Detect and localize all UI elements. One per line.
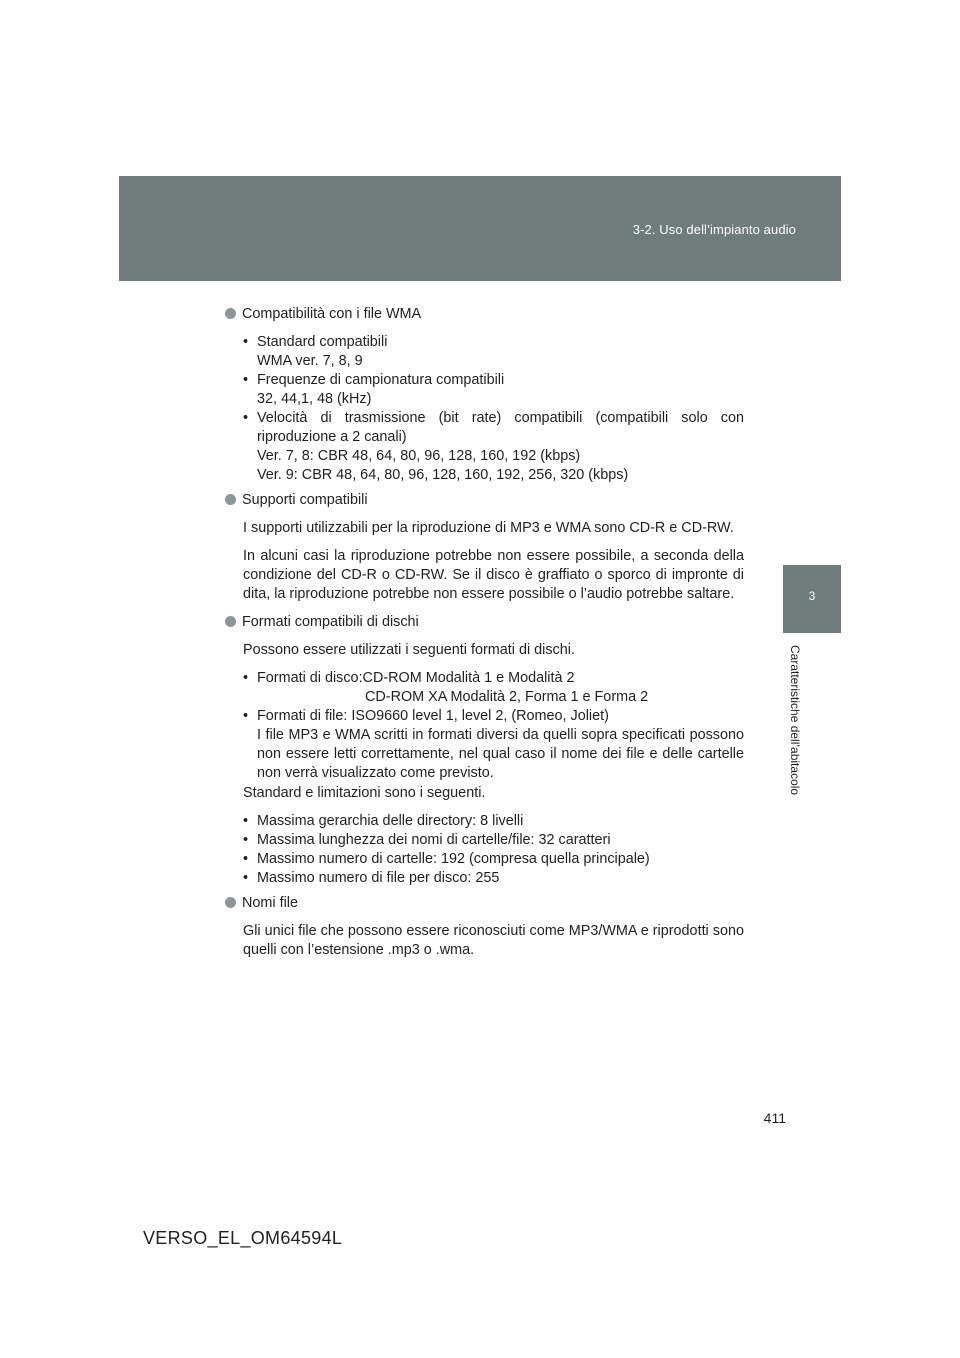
list-item: • Formati di file: ISO9660 level 1, level 2, (Romeo, Joliet) I file MP3 e WMA scritti in formati diversi da quelli sopra specificati possono non essere letti correttamente, nel qual caso il nome dei file e delle cartelle non verrà visualizzato come previsto. — [243, 708, 744, 781]
paragraph: Possono essere utilizzati i seguenti formati di dischi. — [243, 642, 575, 658]
document-code: VERSO_EL_OM64594L — [143, 1228, 343, 1248]
list-item: • Massima gerarchia delle directory: 8 livelli — [243, 813, 524, 829]
page-number: 411 — [763, 1110, 786, 1126]
list-item: • Massima lunghezza dei nomi di cartelle/file: 32 caratteri — [243, 832, 611, 848]
section-title: 3-2. Uso dell’impianto audio — [632, 222, 796, 237]
list-item: • Formati di disco:CD-ROM Modalità 1 e Modalità 2 CD-ROM XA Modalità 2, Forma 1 e Forma 2 — [243, 670, 649, 705]
section-heading-formats: Formati compatibili di dischi — [224, 613, 744, 632]
paragraph: Standard e limitazioni sono i seguenti. — [243, 785, 486, 801]
bullet-dot-icon — [225, 494, 236, 505]
bullet-dot-icon — [225, 897, 236, 908]
limits-list — [243, 812, 744, 888]
list-item: • Massimo numero di file per disco: 255 — [243, 870, 500, 886]
bullet-dot-icon — [225, 308, 236, 319]
section-heading-names: Nomi file — [224, 894, 744, 913]
list-item: • Standard compatibili WMA ver. 7, 8, 9 — [243, 334, 388, 369]
paragraph: Gli unici file che possono essere riconosciuti come MP3/WMA e riprodotti sono quelli con l’estensione .mp3 o .wma. — [243, 923, 744, 958]
formats-list — [243, 669, 744, 783]
chapter-tab — [783, 565, 841, 633]
wma-list — [243, 333, 744, 485]
section-heading-media: Supporti compatibili — [224, 491, 744, 510]
paragraph: In alcuni casi la riproduzione potrebbe non essere possibile, a seconda della condizione del CD-R o CD-RW. Se il disco è graffiato o sporco di impronte di dita, la riproduzione potrebbe non essere possibile o l’audio potrebbe saltare. — [243, 548, 744, 602]
list-item: • Velocità di trasmissione (bit rate) compatibili (compatibili solo con riproduzione a 2 canali) Ver. 7, 8: CBR 48, 64, 80, 96, 128, 160, 192 (kbps) Ver. 9: CBR 48, 64, 80, 96, 128, 160, 192, 256, 320 (kbps) — [243, 410, 744, 483]
page-content — [224, 305, 744, 969]
chapter-number: 3 — [808, 589, 816, 603]
list-item: • Frequenze di campionatura compatibili 32, 44,1, 48 (kHz) — [243, 372, 505, 407]
chapter-label: Caratteristiche dell’abitacolo — [788, 645, 802, 796]
header-band — [119, 176, 841, 281]
section-heading-wma: Compatibilità con i file WMA — [224, 305, 744, 324]
list-item: • Massimo numero di cartelle: 192 (compresa quella principale) — [243, 851, 650, 867]
bullet-dot-icon — [225, 616, 236, 627]
paragraph: I supporti utilizzabili per la riproduzione di MP3 e WMA sono CD-R e CD-RW. — [243, 520, 734, 536]
